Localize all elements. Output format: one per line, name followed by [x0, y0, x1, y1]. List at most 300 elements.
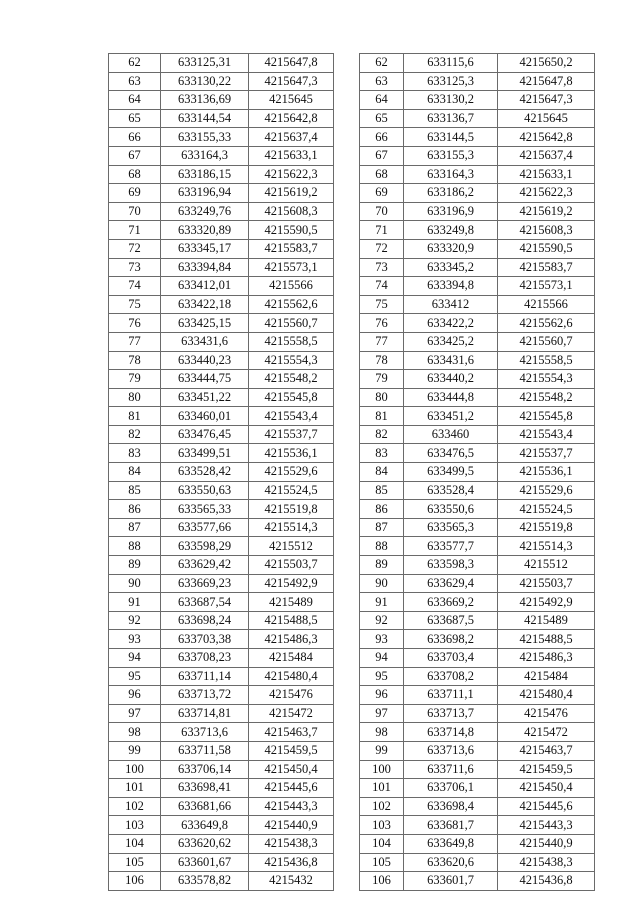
point-number-cell: 63 — [109, 72, 161, 91]
y-coordinate-cell: 4215519,8 — [498, 518, 595, 537]
table-row — [360, 239, 595, 258]
table-row — [360, 593, 595, 612]
y-coordinate-cell: 4215486,3 — [249, 630, 334, 649]
table-row — [109, 779, 334, 798]
y-coordinate-cell: 4215548,2 — [498, 388, 595, 407]
y-coordinate-cell: 4215438,3 — [249, 834, 334, 853]
table-row — [109, 704, 334, 723]
y-coordinate-cell: 4215488,5 — [498, 630, 595, 649]
point-number-cell: 78 — [360, 351, 404, 370]
x-coordinate-cell: 633528,42 — [161, 463, 249, 482]
y-coordinate-cell: 4215450,4 — [249, 760, 334, 779]
point-number-cell: 82 — [360, 425, 404, 444]
point-number-cell: 99 — [360, 741, 404, 760]
y-coordinate-cell: 4215554,3 — [498, 370, 595, 389]
table-row — [360, 184, 595, 203]
point-number-cell: 77 — [109, 332, 161, 351]
x-coordinate-cell: 633136,7 — [404, 109, 498, 128]
point-number-cell: 77 — [360, 332, 404, 351]
table-row — [360, 351, 595, 370]
x-coordinate-cell: 633499,5 — [404, 463, 498, 482]
table-row — [109, 797, 334, 816]
point-number-cell: 97 — [360, 704, 404, 723]
x-coordinate-cell: 633703,4 — [404, 649, 498, 668]
coordinates-table-left — [108, 53, 334, 891]
y-coordinate-cell: 4215489 — [498, 611, 595, 630]
x-coordinate-cell: 633711,1 — [404, 686, 498, 705]
point-number-cell: 97 — [109, 704, 161, 723]
x-coordinate-cell: 633698,41 — [161, 779, 249, 798]
y-coordinate-cell: 4215622,3 — [249, 165, 334, 184]
x-coordinate-cell: 633698,2 — [404, 630, 498, 649]
point-number-cell: 85 — [360, 481, 404, 500]
table-row — [109, 314, 334, 333]
x-coordinate-cell: 633550,6 — [404, 500, 498, 519]
y-coordinate-cell: 4215443,3 — [249, 797, 334, 816]
table-row — [109, 667, 334, 686]
point-number-cell: 106 — [360, 872, 404, 891]
x-coordinate-cell: 633713,7 — [404, 704, 498, 723]
point-number-cell: 67 — [109, 146, 161, 165]
x-coordinate-cell: 633601,7 — [404, 872, 498, 891]
y-coordinate-cell: 4215536,1 — [249, 444, 334, 463]
y-coordinate-cell: 4215573,1 — [498, 277, 595, 296]
table-row — [360, 649, 595, 668]
y-coordinate-cell: 4215440,9 — [249, 816, 334, 835]
x-coordinate-cell: 633669,23 — [161, 574, 249, 593]
x-coordinate-cell: 633565,33 — [161, 500, 249, 519]
x-coordinate-cell: 633708,23 — [161, 649, 249, 668]
y-coordinate-cell: 4215543,4 — [249, 407, 334, 426]
table-row — [360, 537, 595, 556]
point-number-cell: 89 — [109, 556, 161, 575]
x-coordinate-cell: 633444,8 — [404, 388, 498, 407]
x-coordinate-cell: 633706,14 — [161, 760, 249, 779]
table-row — [109, 221, 334, 240]
point-number-cell: 92 — [109, 611, 161, 630]
y-coordinate-cell: 4215476 — [498, 704, 595, 723]
table-row — [360, 816, 595, 835]
table-row — [109, 760, 334, 779]
point-number-cell: 96 — [360, 686, 404, 705]
x-coordinate-cell: 633698,24 — [161, 611, 249, 630]
point-number-cell: 80 — [360, 388, 404, 407]
x-coordinate-cell: 633598,3 — [404, 556, 498, 575]
point-number-cell: 89 — [360, 556, 404, 575]
y-coordinate-cell: 4215633,1 — [498, 165, 595, 184]
point-number-cell: 91 — [109, 593, 161, 612]
y-coordinate-cell: 4215524,5 — [249, 481, 334, 500]
point-number-cell: 71 — [109, 221, 161, 240]
point-number-cell: 86 — [360, 500, 404, 519]
table-row — [360, 834, 595, 853]
x-coordinate-cell: 633598,29 — [161, 537, 249, 556]
y-coordinate-cell: 4215450,4 — [498, 779, 595, 798]
point-number-cell: 104 — [360, 834, 404, 853]
y-coordinate-cell: 4215558,5 — [498, 351, 595, 370]
x-coordinate-cell: 633499,51 — [161, 444, 249, 463]
point-number-cell: 73 — [360, 258, 404, 277]
table-row — [109, 834, 334, 853]
x-coordinate-cell: 633130,2 — [404, 91, 498, 110]
x-coordinate-cell: 633412,01 — [161, 277, 249, 296]
y-coordinate-cell: 4215647,3 — [249, 72, 334, 91]
point-number-cell: 105 — [360, 853, 404, 872]
point-number-cell: 70 — [109, 202, 161, 221]
point-number-cell: 102 — [360, 797, 404, 816]
point-number-cell: 95 — [360, 667, 404, 686]
table-row — [109, 741, 334, 760]
x-coordinate-cell: 633713,6 — [161, 723, 249, 742]
x-coordinate-cell: 633440,23 — [161, 351, 249, 370]
y-coordinate-cell: 4215519,8 — [249, 500, 334, 519]
x-coordinate-cell: 633451,2 — [404, 407, 498, 426]
y-coordinate-cell: 4215459,5 — [249, 741, 334, 760]
y-coordinate-cell: 4215503,7 — [498, 574, 595, 593]
x-coordinate-cell: 633186,2 — [404, 184, 498, 203]
y-coordinate-cell: 4215642,8 — [498, 128, 595, 147]
point-number-cell: 94 — [360, 649, 404, 668]
point-number-cell: 100 — [109, 760, 161, 779]
x-coordinate-cell: 633698,4 — [404, 797, 498, 816]
y-coordinate-cell: 4215642,8 — [249, 109, 334, 128]
table-row — [360, 91, 595, 110]
point-number-cell: 81 — [109, 407, 161, 426]
y-coordinate-cell: 4215647,8 — [498, 72, 595, 91]
x-coordinate-cell: 633422,2 — [404, 314, 498, 333]
x-coordinate-cell: 633578,82 — [161, 872, 249, 891]
table-row — [360, 667, 595, 686]
x-coordinate-cell: 633320,89 — [161, 221, 249, 240]
table-row — [109, 351, 334, 370]
point-number-cell: 69 — [109, 184, 161, 203]
y-coordinate-cell: 4215619,2 — [249, 184, 334, 203]
point-number-cell: 93 — [109, 630, 161, 649]
y-coordinate-cell: 4215476 — [249, 686, 334, 705]
y-coordinate-cell: 4215562,6 — [498, 314, 595, 333]
table-row — [109, 853, 334, 872]
x-coordinate-cell: 633687,5 — [404, 611, 498, 630]
table-row — [360, 611, 595, 630]
point-number-cell: 86 — [109, 500, 161, 519]
point-number-cell: 82 — [109, 425, 161, 444]
point-number-cell: 83 — [360, 444, 404, 463]
point-number-cell: 68 — [360, 165, 404, 184]
y-coordinate-cell: 4215590,5 — [249, 221, 334, 240]
x-coordinate-cell: 633713,6 — [404, 741, 498, 760]
table-row — [109, 258, 334, 277]
point-number-cell: 66 — [360, 128, 404, 147]
table-row — [109, 463, 334, 482]
y-coordinate-cell: 4215440,9 — [498, 834, 595, 853]
table-row — [360, 481, 595, 500]
y-coordinate-cell: 4215472 — [498, 723, 595, 742]
point-number-cell: 73 — [109, 258, 161, 277]
point-number-cell: 100 — [360, 760, 404, 779]
point-number-cell: 78 — [109, 351, 161, 370]
x-coordinate-cell: 633125,31 — [161, 54, 249, 73]
y-coordinate-cell: 4215480,4 — [249, 667, 334, 686]
point-number-cell: 72 — [109, 239, 161, 258]
point-number-cell: 65 — [360, 109, 404, 128]
y-coordinate-cell: 4215608,3 — [498, 221, 595, 240]
point-number-cell: 93 — [360, 630, 404, 649]
table-row — [360, 741, 595, 760]
y-coordinate-cell: 4215472 — [249, 704, 334, 723]
y-coordinate-cell: 4215560,7 — [498, 332, 595, 351]
point-number-cell: 85 — [109, 481, 161, 500]
y-coordinate-cell: 4215647,3 — [498, 91, 595, 110]
x-coordinate-cell: 633425,15 — [161, 314, 249, 333]
y-coordinate-cell: 4215650,2 — [498, 54, 595, 73]
point-number-cell: 62 — [109, 54, 161, 73]
y-coordinate-cell: 4215608,3 — [249, 202, 334, 221]
x-coordinate-cell: 633422,18 — [161, 295, 249, 314]
y-coordinate-cell: 4215548,2 — [249, 370, 334, 389]
x-coordinate-cell: 633711,58 — [161, 741, 249, 760]
x-coordinate-cell: 633155,33 — [161, 128, 249, 147]
point-number-cell: 67 — [360, 146, 404, 165]
table-row — [109, 574, 334, 593]
x-coordinate-cell: 633711,6 — [404, 760, 498, 779]
table-row — [109, 370, 334, 389]
y-coordinate-cell: 4215633,1 — [249, 146, 334, 165]
x-coordinate-cell: 633460 — [404, 425, 498, 444]
point-number-cell: 70 — [360, 202, 404, 221]
table-row — [360, 202, 595, 221]
table-row — [109, 202, 334, 221]
point-number-cell: 105 — [109, 853, 161, 872]
table-row — [109, 611, 334, 630]
point-number-cell: 79 — [360, 370, 404, 389]
table-row — [109, 146, 334, 165]
point-number-cell: 64 — [360, 91, 404, 110]
table-row — [109, 72, 334, 91]
x-coordinate-cell: 633476,5 — [404, 444, 498, 463]
y-coordinate-cell: 4215590,5 — [498, 239, 595, 258]
point-number-cell: 75 — [109, 295, 161, 314]
y-coordinate-cell: 4215545,8 — [498, 407, 595, 426]
table-row — [109, 518, 334, 537]
y-coordinate-cell: 4215445,6 — [249, 779, 334, 798]
x-coordinate-cell: 633155,3 — [404, 146, 498, 165]
x-coordinate-cell: 633320,9 — [404, 239, 498, 258]
point-number-cell: 99 — [109, 741, 161, 760]
x-coordinate-cell: 633681,7 — [404, 816, 498, 835]
x-coordinate-cell: 633629,42 — [161, 556, 249, 575]
table-row — [360, 109, 595, 128]
point-number-cell: 84 — [360, 463, 404, 482]
table-row — [360, 425, 595, 444]
x-coordinate-cell: 633425,2 — [404, 332, 498, 351]
x-coordinate-cell: 633125,3 — [404, 72, 498, 91]
table-row — [360, 221, 595, 240]
y-coordinate-cell: 4215536,1 — [498, 463, 595, 482]
table-row — [360, 630, 595, 649]
table-row — [109, 686, 334, 705]
table-row — [109, 481, 334, 500]
point-number-cell: 87 — [360, 518, 404, 537]
table-row — [360, 779, 595, 798]
table-row — [109, 109, 334, 128]
point-number-cell: 94 — [109, 649, 161, 668]
table-row — [360, 295, 595, 314]
table-row — [360, 54, 595, 73]
x-coordinate-cell: 633550,63 — [161, 481, 249, 500]
y-coordinate-cell: 4215560,7 — [249, 314, 334, 333]
x-coordinate-cell: 633394,8 — [404, 277, 498, 296]
y-coordinate-cell: 4215512 — [249, 537, 334, 556]
x-coordinate-cell: 633144,5 — [404, 128, 498, 147]
table-row — [109, 277, 334, 296]
table-row — [360, 332, 595, 351]
table-row — [109, 425, 334, 444]
point-number-cell: 74 — [109, 277, 161, 296]
x-coordinate-cell: 633249,76 — [161, 202, 249, 221]
table-row — [360, 72, 595, 91]
x-coordinate-cell: 633130,22 — [161, 72, 249, 91]
point-number-cell: 81 — [360, 407, 404, 426]
y-coordinate-cell: 4215443,3 — [498, 816, 595, 835]
x-coordinate-cell: 633681,66 — [161, 797, 249, 816]
table-row — [109, 649, 334, 668]
y-coordinate-cell: 4215583,7 — [249, 239, 334, 258]
y-coordinate-cell: 4215637,4 — [498, 146, 595, 165]
x-coordinate-cell: 633577,66 — [161, 518, 249, 537]
y-coordinate-cell: 4215545,8 — [249, 388, 334, 407]
x-coordinate-cell: 633703,38 — [161, 630, 249, 649]
point-number-cell: 68 — [109, 165, 161, 184]
point-number-cell: 63 — [360, 72, 404, 91]
y-coordinate-cell: 4215514,3 — [498, 537, 595, 556]
point-number-cell: 87 — [109, 518, 161, 537]
table-row — [109, 593, 334, 612]
point-number-cell: 106 — [109, 872, 161, 891]
table-row — [360, 686, 595, 705]
table-row — [360, 760, 595, 779]
table-row — [360, 444, 595, 463]
table-row — [360, 574, 595, 593]
table-row — [109, 91, 334, 110]
table-row — [360, 797, 595, 816]
y-coordinate-cell: 4215480,4 — [498, 686, 595, 705]
point-number-cell: 75 — [360, 295, 404, 314]
y-coordinate-cell: 4215486,3 — [498, 649, 595, 668]
x-coordinate-cell: 633713,72 — [161, 686, 249, 705]
y-coordinate-cell: 4215529,6 — [249, 463, 334, 482]
x-coordinate-cell: 633196,94 — [161, 184, 249, 203]
point-number-cell: 76 — [109, 314, 161, 333]
y-coordinate-cell: 4215436,8 — [498, 872, 595, 891]
x-coordinate-cell: 633431,6 — [404, 351, 498, 370]
table-row — [109, 54, 334, 73]
point-number-cell: 104 — [109, 834, 161, 853]
table-row — [360, 704, 595, 723]
x-coordinate-cell: 633528,4 — [404, 481, 498, 500]
table-row — [360, 146, 595, 165]
table-row — [109, 295, 334, 314]
table-row — [360, 165, 595, 184]
y-coordinate-cell: 4215484 — [249, 649, 334, 668]
coordinates-table-right — [359, 53, 595, 891]
point-number-cell: 88 — [360, 537, 404, 556]
x-coordinate-cell: 633440,2 — [404, 370, 498, 389]
y-coordinate-cell: 4215438,3 — [498, 853, 595, 872]
point-number-cell: 101 — [109, 779, 161, 798]
y-coordinate-cell: 4215583,7 — [498, 258, 595, 277]
x-coordinate-cell: 633708,2 — [404, 667, 498, 686]
point-number-cell: 90 — [360, 574, 404, 593]
y-coordinate-cell: 4215543,4 — [498, 425, 595, 444]
x-coordinate-cell: 633620,62 — [161, 834, 249, 853]
x-coordinate-cell: 633394,84 — [161, 258, 249, 277]
x-coordinate-cell: 633601,67 — [161, 853, 249, 872]
point-number-cell: 65 — [109, 109, 161, 128]
x-coordinate-cell: 633669,2 — [404, 593, 498, 612]
point-number-cell: 79 — [109, 370, 161, 389]
table-row — [109, 444, 334, 463]
point-number-cell: 74 — [360, 277, 404, 296]
x-coordinate-cell: 633196,9 — [404, 202, 498, 221]
point-number-cell: 80 — [109, 388, 161, 407]
y-coordinate-cell: 4215459,5 — [498, 760, 595, 779]
y-coordinate-cell: 4215512 — [498, 556, 595, 575]
point-number-cell: 98 — [109, 723, 161, 742]
point-number-cell: 64 — [109, 91, 161, 110]
point-number-cell: 62 — [360, 54, 404, 73]
table-row — [109, 332, 334, 351]
x-coordinate-cell: 633164,3 — [404, 165, 498, 184]
table-row — [109, 165, 334, 184]
x-coordinate-cell: 633714,81 — [161, 704, 249, 723]
x-coordinate-cell: 633451,22 — [161, 388, 249, 407]
x-coordinate-cell: 633186,15 — [161, 165, 249, 184]
point-number-cell: 88 — [109, 537, 161, 556]
x-coordinate-cell: 633629,4 — [404, 574, 498, 593]
table-row — [109, 184, 334, 203]
point-number-cell: 69 — [360, 184, 404, 203]
table-row — [360, 518, 595, 537]
y-coordinate-cell: 4215637,4 — [249, 128, 334, 147]
y-coordinate-cell: 4215488,5 — [249, 611, 334, 630]
x-coordinate-cell: 633412 — [404, 295, 498, 314]
y-coordinate-cell: 4215436,8 — [249, 853, 334, 872]
point-number-cell: 103 — [360, 816, 404, 835]
table-row — [109, 872, 334, 891]
x-coordinate-cell: 633431,6 — [161, 332, 249, 351]
x-coordinate-cell: 633577,7 — [404, 537, 498, 556]
y-coordinate-cell: 4215529,6 — [498, 481, 595, 500]
y-coordinate-cell: 4215537,7 — [498, 444, 595, 463]
x-coordinate-cell: 633144,54 — [161, 109, 249, 128]
x-coordinate-cell: 633687,54 — [161, 593, 249, 612]
point-number-cell: 102 — [109, 797, 161, 816]
y-coordinate-cell: 4215489 — [249, 593, 334, 612]
y-coordinate-cell: 4215647,8 — [249, 54, 334, 73]
x-coordinate-cell: 633476,45 — [161, 425, 249, 444]
y-coordinate-cell: 4215554,3 — [249, 351, 334, 370]
table-row — [360, 872, 595, 891]
y-coordinate-cell: 4215645 — [498, 109, 595, 128]
x-coordinate-cell: 633115,6 — [404, 54, 498, 73]
y-coordinate-cell: 4215537,7 — [249, 425, 334, 444]
point-number-cell: 84 — [109, 463, 161, 482]
y-coordinate-cell: 4215645 — [249, 91, 334, 110]
table-row — [360, 388, 595, 407]
x-coordinate-cell: 633649,8 — [404, 834, 498, 853]
table-row — [360, 500, 595, 519]
table-row — [109, 723, 334, 742]
